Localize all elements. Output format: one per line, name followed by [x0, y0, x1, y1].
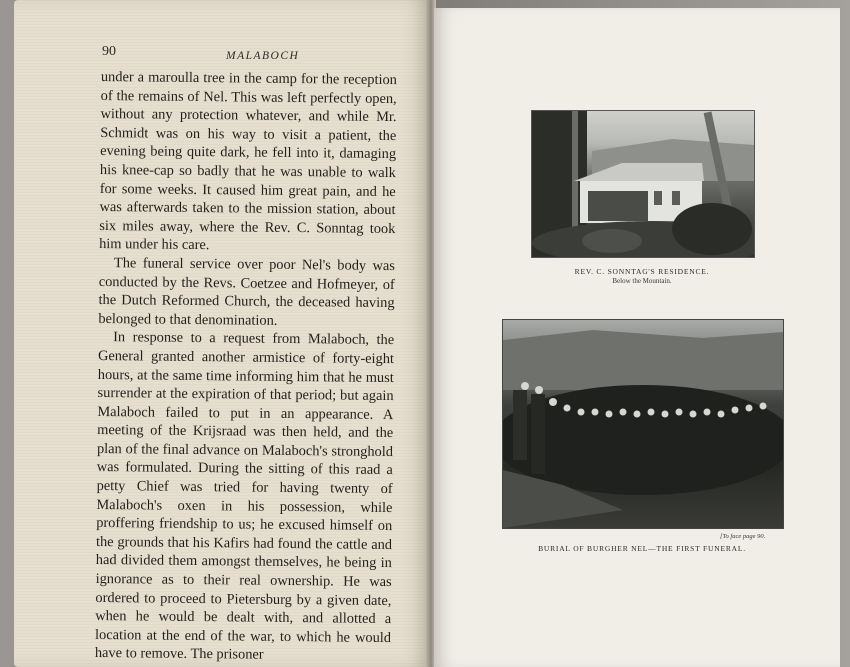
funeral-caption: BURIAL OF BURGHER NEL—THE FIRST FUNERAL. [538, 544, 746, 553]
photo-funeral [502, 319, 784, 529]
paragraph: In response to a request from Malaboch, the General granted another armistice of forty-eight hours, at the same time informing him that he must surrender at the expiration of that period; but again Malaboch failed to put in an appearance. A meeting of the Krijsraad was then held, and the plan of the final advance on Malaboch's stronghold was formulated. During the sitting of this raad a petty Chief was tried for having twenty of Malaboch's oxen in his possession, while proffering friendship to us; he excused himself on the grounds that his Kafirs had found the cattle and had divided them amongst themselves, he being in ignorance as to their real ownership. He was ordered to proceed to Pietersburg by a given date, when he would be dealt with, and allotted a location at the end of the war, to which he would have to remove. The prisoner [94, 329, 395, 664]
open-book [14, 0, 840, 667]
right-page [434, 8, 840, 667]
page-number: 90 [102, 44, 116, 59]
facing-page-note: [To face page 90. [720, 533, 766, 540]
residence-subcaption: Below the Mountain. [612, 277, 672, 285]
paragraph: under a maroulla tree in the camp for the reception of the remains of Nel. This was left perfectly open, without any protection whatever, and while Mr. Schmidt was on his way to visit a patient, the evening being quite dark, he fell into it, damaging his knee-cap so badly that he was unable to walk for some weeks. It caused him great pain, and he was afterwards taken to the mission station, about six miles away, where the Rev. C. Sonntag took him under his care. [99, 68, 397, 254]
funeral-photo-illustration [503, 320, 783, 528]
photo-residence [531, 110, 755, 258]
body-text [95, 68, 397, 666]
residence-caption: REV. C. SONNTAG'S RESIDENCE. [574, 267, 710, 276]
running-head: MALABOCH [226, 50, 300, 62]
left-page [14, 0, 432, 667]
paragraph: The funeral service over poor Nel's body was conducted by the Revs. Coetzee and Hofmeyer, of the Dutch Reformed Church, the deceased having belonged to that denomination. [98, 255, 396, 329]
residence-photo-illustration [532, 111, 754, 257]
